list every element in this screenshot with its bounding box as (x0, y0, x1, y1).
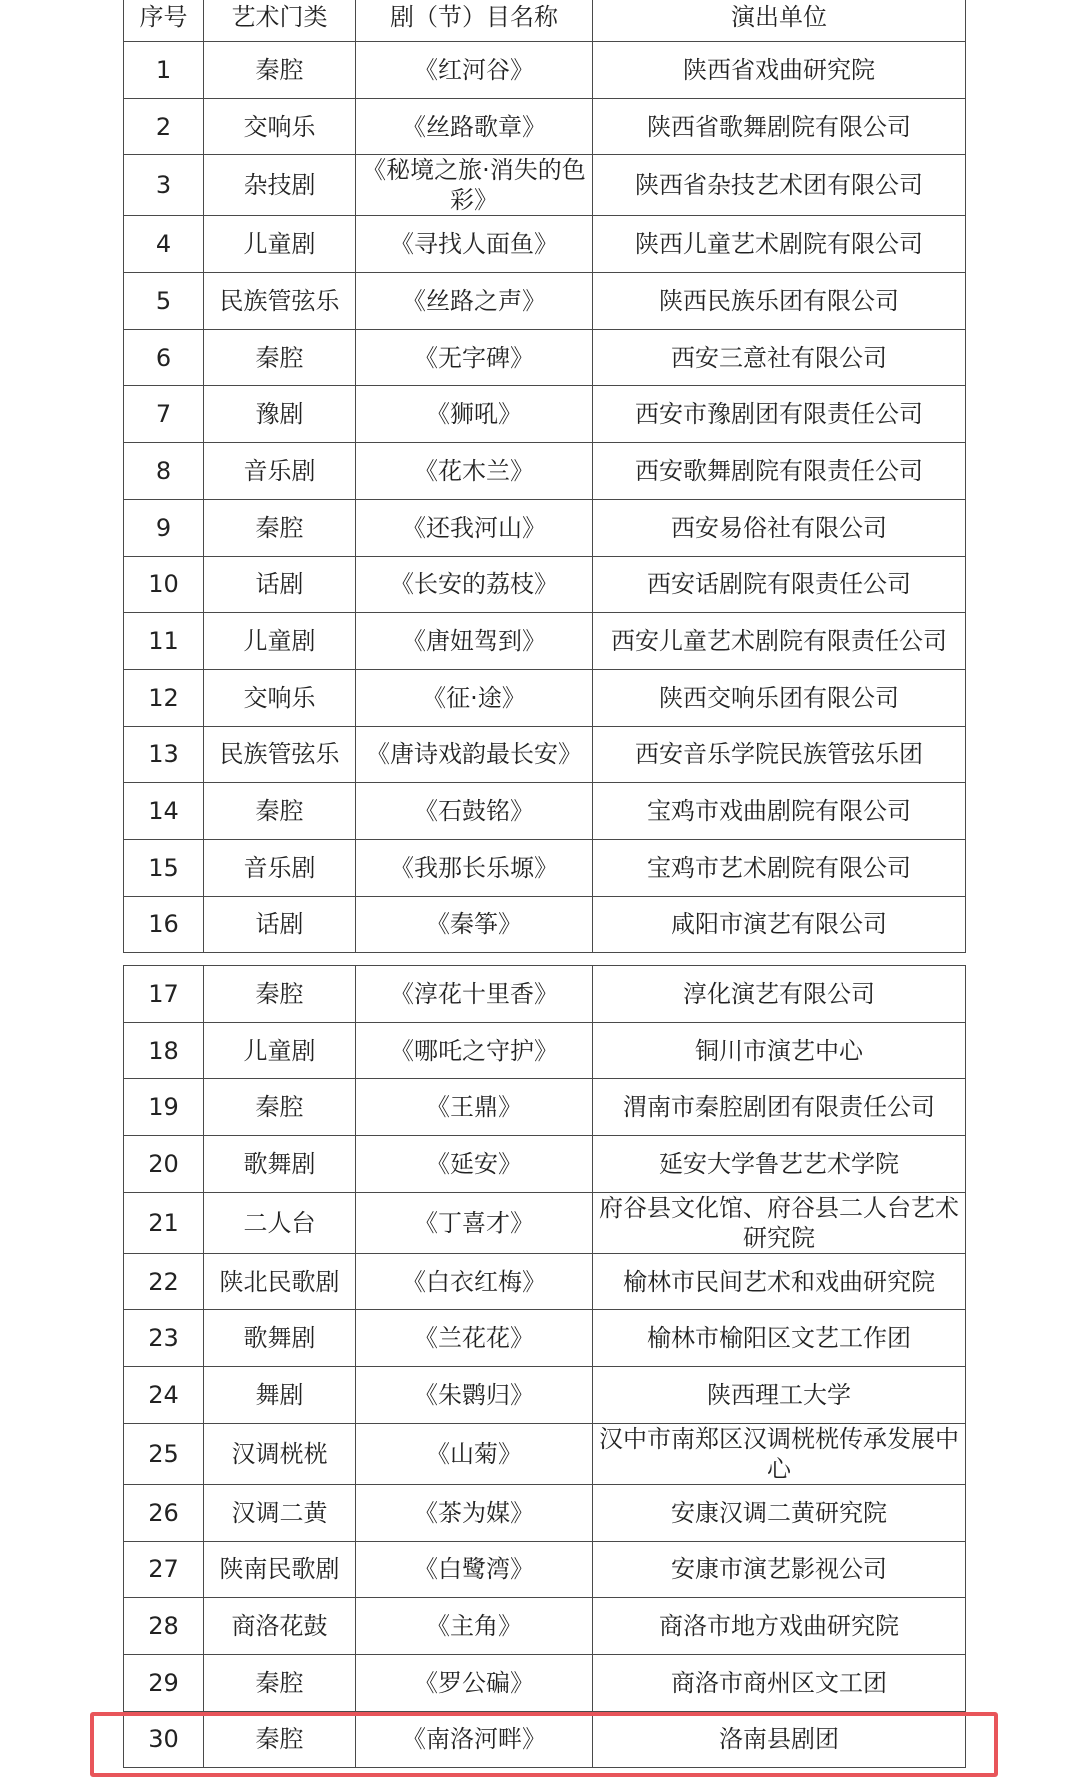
row-unit-cell: 西安音乐学院民族管弦乐团 (593, 726, 966, 783)
row-title-cell: 《唐妞驾到》 (356, 613, 593, 670)
row-unit-cell: 西安儿童艺术剧院有限责任公司 (593, 613, 966, 670)
row-title-cell: 《花木兰》 (356, 443, 593, 500)
row-title-cell: 《茶为媒》 (356, 1484, 593, 1541)
table-row (124, 1253, 966, 1310)
table-row (124, 783, 966, 840)
table-row (124, 1192, 966, 1253)
row-number-cell: 17 (124, 966, 204, 1023)
row-number-cell: 21 (124, 1192, 204, 1253)
table-row (124, 386, 966, 443)
row-unit-cell: 榆林市民间艺术和戏曲研究院 (593, 1253, 966, 1310)
row-category-cell: 秦腔 (204, 42, 356, 99)
row-category-cell: 秦腔 (204, 783, 356, 840)
row-unit-cell: 商洛市地方戏曲研究院 (593, 1598, 966, 1655)
row-number-cell: 30 (124, 1711, 204, 1768)
row-title-cell: 《无字碑》 (356, 329, 593, 386)
row-category-cell: 歌舞剧 (204, 1310, 356, 1367)
row-title-cell: 《兰花花》 (356, 1310, 593, 1367)
row-unit-cell: 陕西儿童艺术剧院有限公司 (593, 216, 966, 273)
row-unit-cell: 陕西省杂技艺术团有限公司 (593, 155, 966, 216)
row-category-cell: 杂技剧 (204, 155, 356, 216)
row-category-cell: 汉调二黄 (204, 1484, 356, 1541)
row-unit-cell: 洛南县剧团 (593, 1711, 966, 1768)
table-header-row (124, 0, 966, 42)
row-number-cell: 1 (124, 42, 204, 99)
row-number-cell: 6 (124, 329, 204, 386)
row-category-cell: 话剧 (204, 556, 356, 613)
table-row (124, 443, 966, 500)
row-title-cell: 《王鼎》 (356, 1079, 593, 1136)
row-category-cell: 儿童剧 (204, 1022, 356, 1079)
row-number-cell: 24 (124, 1367, 204, 1424)
row-category-cell: 陕南民歌剧 (204, 1541, 356, 1598)
row-category-cell: 儿童剧 (204, 216, 356, 273)
row-unit-cell: 铜川市演艺中心 (593, 1022, 966, 1079)
row-title-cell: 《丝路歌章》 (356, 98, 593, 155)
row-title-cell: 《延安》 (356, 1136, 593, 1193)
row-title-cell: 《红河谷》 (356, 42, 593, 99)
row-category-cell: 豫剧 (204, 386, 356, 443)
row-title-cell: 《征·途》 (356, 669, 593, 726)
row-number-cell: 7 (124, 386, 204, 443)
row-category-cell: 舞剧 (204, 1367, 356, 1424)
table-row (124, 669, 966, 726)
row-number-cell: 28 (124, 1598, 204, 1655)
row-number-cell: 4 (124, 216, 204, 273)
row-unit-cell: 西安歌舞剧院有限责任公司 (593, 443, 966, 500)
table-row (124, 1484, 966, 1541)
row-unit-cell: 安康市演艺影视公司 (593, 1541, 966, 1598)
table-row (124, 966, 966, 1023)
program-table-lower (123, 965, 966, 1768)
header-cell-category: 艺术门类 (204, 0, 356, 42)
row-unit-cell: 西安三意社有限公司 (593, 329, 966, 386)
row-unit-cell: 咸阳市演艺有限公司 (593, 896, 966, 953)
row-title-cell: 《我那长乐塬》 (356, 839, 593, 896)
row-category-cell: 商洛花鼓 (204, 1598, 356, 1655)
row-category-cell: 秦腔 (204, 1711, 356, 1768)
row-category-cell: 秦腔 (204, 1079, 356, 1136)
row-title-cell: 《秦筝》 (356, 896, 593, 953)
table-row (124, 1541, 966, 1598)
row-category-cell: 交响乐 (204, 98, 356, 155)
row-category-cell: 歌舞剧 (204, 1136, 356, 1193)
row-category-cell: 汉调桄桄 (204, 1423, 356, 1484)
table-row (124, 1310, 966, 1367)
row-title-cell: 《朱鹮归》 (356, 1367, 593, 1424)
row-number-cell: 29 (124, 1654, 204, 1711)
row-category-cell: 秦腔 (204, 1654, 356, 1711)
table-row (124, 98, 966, 155)
row-unit-cell: 陕西省戏曲研究院 (593, 42, 966, 99)
table-row (124, 1423, 966, 1484)
row-number-cell: 13 (124, 726, 204, 783)
row-unit-cell: 渭南市秦腔剧团有限责任公司 (593, 1079, 966, 1136)
table-row (124, 1136, 966, 1193)
row-category-cell: 音乐剧 (204, 443, 356, 500)
row-unit-cell: 西安话剧院有限责任公司 (593, 556, 966, 613)
table-row (124, 499, 966, 556)
table-row (124, 896, 966, 953)
row-number-cell: 22 (124, 1253, 204, 1310)
row-number-cell: 19 (124, 1079, 204, 1136)
row-title-cell: 《白衣红梅》 (356, 1253, 593, 1310)
table-row (124, 1022, 966, 1079)
row-title-cell: 《狮吼》 (356, 386, 593, 443)
row-unit-cell: 陕西理工大学 (593, 1367, 966, 1424)
table-row (124, 613, 966, 670)
row-title-cell: 《石鼓铭》 (356, 783, 593, 840)
row-category-cell: 话剧 (204, 896, 356, 953)
row-unit-cell: 府谷县文化馆、府谷县二人台艺术研究院 (593, 1192, 966, 1253)
table-row (124, 42, 966, 99)
header-cell-title: 剧（节）目名称 (356, 0, 593, 42)
program-table-upper (123, 0, 966, 953)
row-title-cell: 《淳花十里香》 (356, 966, 593, 1023)
table-row (124, 155, 966, 216)
row-title-cell: 《还我河山》 (356, 499, 593, 556)
row-number-cell: 11 (124, 613, 204, 670)
row-number-cell: 23 (124, 1310, 204, 1367)
row-title-cell: 《哪吒之守护》 (356, 1022, 593, 1079)
row-title-cell: 《山菊》 (356, 1423, 593, 1484)
row-category-cell: 秦腔 (204, 499, 356, 556)
row-number-cell: 25 (124, 1423, 204, 1484)
row-title-cell: 《寻找人面鱼》 (356, 216, 593, 273)
table-row (124, 839, 966, 896)
row-number-cell: 16 (124, 896, 204, 953)
row-unit-cell: 宝鸡市艺术剧院有限公司 (593, 839, 966, 896)
row-number-cell: 20 (124, 1136, 204, 1193)
row-number-cell: 26 (124, 1484, 204, 1541)
row-unit-cell: 西安市豫剧团有限责任公司 (593, 386, 966, 443)
row-number-cell: 10 (124, 556, 204, 613)
row-title-cell: 《秘境之旅·消失的色彩》 (356, 155, 593, 216)
table-row (124, 1711, 966, 1768)
table-row (124, 1367, 966, 1424)
row-category-cell: 民族管弦乐 (204, 726, 356, 783)
row-category-cell: 秦腔 (204, 329, 356, 386)
row-unit-cell: 汉中市南郑区汉调桄桄传承发展中心 (593, 1423, 966, 1484)
row-category-cell: 音乐剧 (204, 839, 356, 896)
row-number-cell: 2 (124, 98, 204, 155)
row-category-cell: 民族管弦乐 (204, 273, 356, 330)
row-unit-cell: 商洛市商州区文工团 (593, 1654, 966, 1711)
row-unit-cell: 淳化演艺有限公司 (593, 966, 966, 1023)
row-unit-cell: 延安大学鲁艺艺术学院 (593, 1136, 966, 1193)
table-row (124, 1079, 966, 1136)
row-number-cell: 9 (124, 499, 204, 556)
row-category-cell: 儿童剧 (204, 613, 356, 670)
table-row (124, 1598, 966, 1655)
row-category-cell: 交响乐 (204, 669, 356, 726)
header-cell-number: 序号 (124, 0, 204, 42)
row-number-cell: 8 (124, 443, 204, 500)
row-title-cell: 《丝路之声》 (356, 273, 593, 330)
header-cell-unit: 演出单位 (593, 0, 966, 42)
row-number-cell: 5 (124, 273, 204, 330)
row-number-cell: 27 (124, 1541, 204, 1598)
row-unit-cell: 宝鸡市戏曲剧院有限公司 (593, 783, 966, 840)
table-row (124, 556, 966, 613)
row-unit-cell: 榆林市榆阳区文艺工作团 (593, 1310, 966, 1367)
row-title-cell: 《唐诗戏韵最长安》 (356, 726, 593, 783)
row-category-cell: 陕北民歌剧 (204, 1253, 356, 1310)
table-row (124, 1654, 966, 1711)
row-category-cell: 秦腔 (204, 966, 356, 1023)
row-title-cell: 《白鹭湾》 (356, 1541, 593, 1598)
row-title-cell: 《长安的荔枝》 (356, 556, 593, 613)
row-number-cell: 3 (124, 155, 204, 216)
row-unit-cell: 陕西省歌舞剧院有限公司 (593, 98, 966, 155)
row-unit-cell: 陕西民族乐团有限公司 (593, 273, 966, 330)
row-title-cell: 《丁喜才》 (356, 1192, 593, 1253)
table-row (124, 273, 966, 330)
row-unit-cell: 安康汉调二黄研究院 (593, 1484, 966, 1541)
table-row (124, 726, 966, 783)
row-title-cell: 《南洛河畔》 (356, 1711, 593, 1768)
row-number-cell: 15 (124, 839, 204, 896)
row-category-cell: 二人台 (204, 1192, 356, 1253)
row-number-cell: 12 (124, 669, 204, 726)
row-unit-cell: 西安易俗社有限公司 (593, 499, 966, 556)
row-unit-cell: 陕西交响乐团有限公司 (593, 669, 966, 726)
row-number-cell: 14 (124, 783, 204, 840)
row-title-cell: 《罗公碥》 (356, 1654, 593, 1711)
table-row (124, 216, 966, 273)
table-row (124, 329, 966, 386)
row-title-cell: 《主角》 (356, 1598, 593, 1655)
row-number-cell: 18 (124, 1022, 204, 1079)
